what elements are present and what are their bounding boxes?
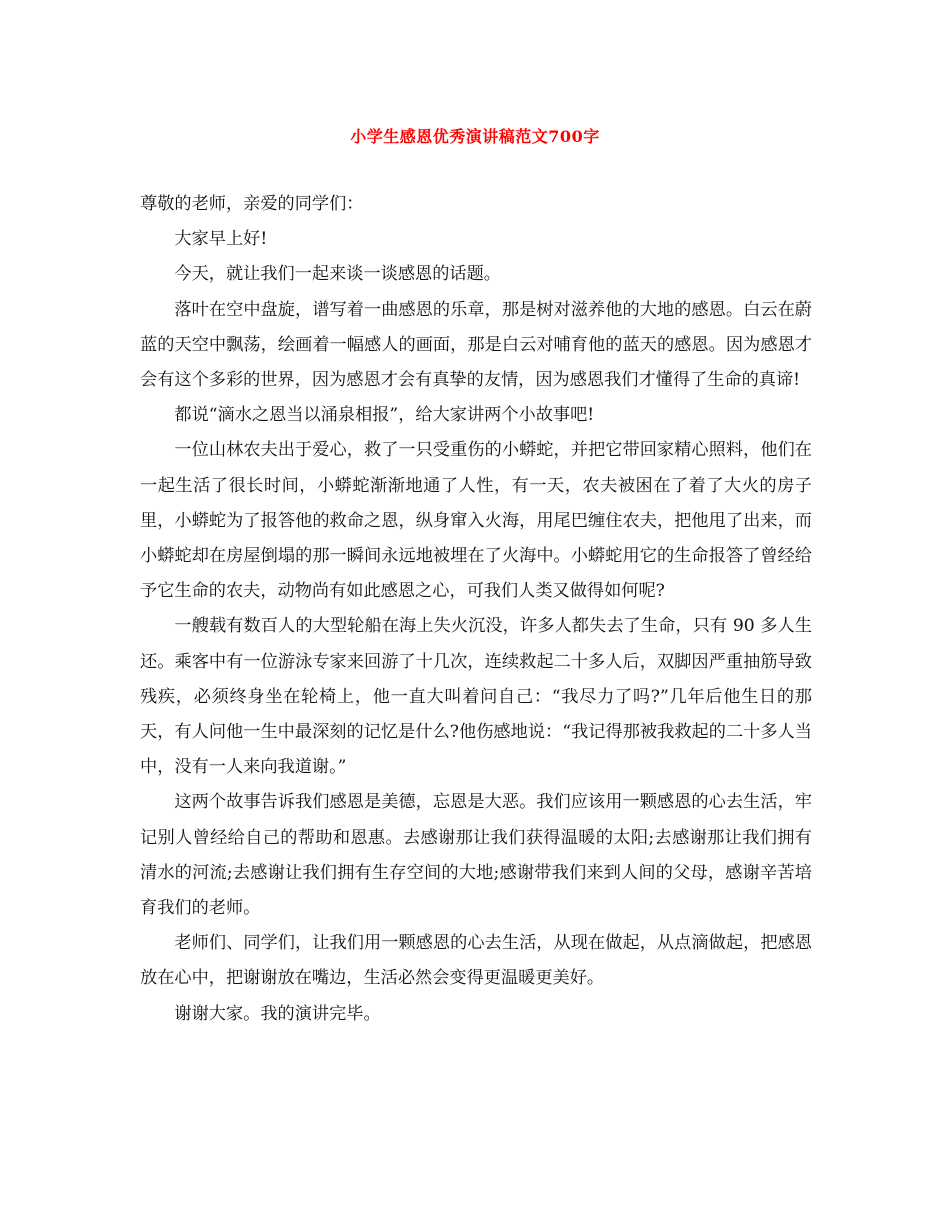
paragraph-nature: 落叶在空中盘旋，谱写着一曲感恩的乐章，那是树对滋养他的大地的感恩。白云在蔚蓝的天空中飘荡，绘画着一幅感人的画面，那是白云对哺育他的蓝天的感恩。因为感恩才会有这个多彩的世界，因为感恩才会有真挚的友情，因为感恩我们才懂得了生命的真谛! bbox=[140, 299, 812, 391]
paragraph-lesson: 这两个故事告诉我们感恩是美德，忘恩是大恶。我们应该用一颗感恩的心去生活，牢记别人曾经给自己的帮助和恩惠。去感谢那让我们获得温暖的太阳;去感谢那让我们拥有清水的河流;去感谢让我们拥有生存空间的大地;感谢带我们来到人间的父母，感谢辛苦培育我们的老师。 bbox=[140, 792, 812, 919]
document-body bbox=[140, 187, 812, 1032]
document-title: 小学生感恩优秀演讲稿范文700字 bbox=[350, 127, 600, 146]
paragraph-closing: 谢谢大家。我的演讲完毕。 bbox=[174, 1003, 381, 1024]
paragraph-intro-stories: 都说“滴水之恩当以涌泉相报”，给大家讲两个小故事吧! bbox=[174, 405, 595, 426]
paragraph-story-ship: 一艘载有数百人的大型轮船在海上失火沉没，许多人都失去了生命，只有 90 多人生还。乘客中有一位游泳专家来回游了十几次，连续救起二十多人后，双脚因严重抽筋导致残疾，必须终身坐在轮椅上，他一直大叫着问自己：“我尽力了吗?”几年后他生日的那天，有人问他一生中最深刻的记忆是什么?他伤感地说：“我记得那被我救起的二十多人当中，没有一人来向我道谢。” bbox=[140, 616, 812, 778]
salutation: 尊敬的老师，亲爱的同学们： bbox=[140, 194, 364, 214]
paragraph-greeting: 大家早上好! bbox=[174, 229, 268, 250]
paragraph-call-to-action: 老师们、同学们，让我们用一颗感恩的心去生活，从现在做起，从点滴做起，把感恩放在心中，把谢谢放在嘴边，生活必然会变得更温暖更美好。 bbox=[140, 933, 812, 989]
paragraph-topic: 今天，就让我们一起来谈一谈感恩的话题。 bbox=[174, 264, 501, 285]
paragraph-story-python: 一位山林农夫出于爱心，救了一只受重伤的小蟒蛇，并把它带回家精心照料，他们在一起生活了很长时间，小蟒蛇渐渐地通了人性，有一天，农夫被困在了着了大火的房子里，小蟒蛇为了报答他的救命之恩，纵身窜入火海，用尾巴缠住农夫，把他甩了出来，而小蟒蛇却在房屋倒塌的那一瞬间永远地被埋在了火海中。小蟒蛇用它的生命报答了曾经给予它生命的农夫，动物尚有如此感恩之心，可我们人类又做得如何呢? bbox=[140, 440, 812, 602]
